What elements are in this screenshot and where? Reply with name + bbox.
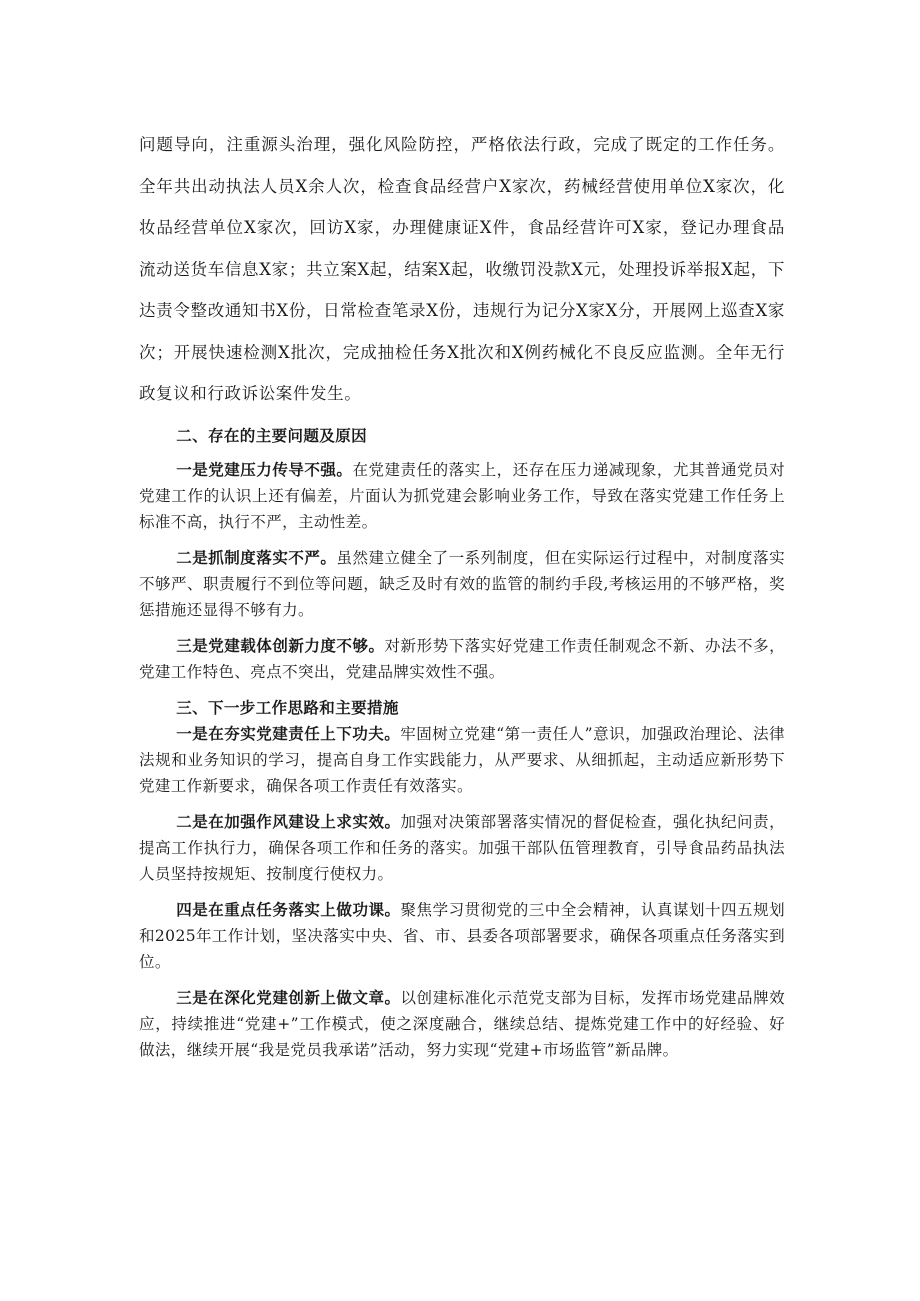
- problem-item-3-body: 对新形势下落实好党建工作责任制观念不新、办法不多，党建工作特色、亮点不突出，党建品牌实效性不强。: [139, 636, 785, 681]
- measure-item-3: [139, 897, 785, 975]
- measure-item-1: [139, 721, 785, 799]
- section-heading-problems: 二、存在的主要问题及原因: [176, 425, 367, 445]
- measure-item-2-lead: 二是在加强作风建设上求实效。: [176, 811, 401, 831]
- problem-item-2-lead: 二是抓制度落实不严。: [176, 547, 337, 567]
- problem-item-2-body: 虽然建立健全了一系列制度，但在实际运行过程中，对制度落实不够严、职责履行不到位等问题，缺乏及时有效的监管的制约手段,考核运用的不够严格，奖惩措施还显得不够有力。: [139, 548, 785, 619]
- problem-item-2: [139, 545, 785, 623]
- measure-item-2: [139, 809, 785, 887]
- problem-item-3-lead: 三是党建载体创新力度不够。: [176, 635, 385, 655]
- intro-paragraph: 问题导向，注重源头治理，强化风险防控，严格依法行政，完成了既定的工作任务。全年共出动执法人员X余人次，检查食品经营户X家次，药械经营使用单位X家次，化妆品经营单位X家次，回访X家，办理健康证X件，食品经营许可X家，登记办理食品流动送货车信息X家；共立案X起，结案X起，收缴罚没款X元，处理投诉举报X起，下达责令整改通知书X份，日常检查笔录X份，违规行为记分X家X分，开展网上巡查X家次；开展快速检测X批次，完成抽检任务X批次和X例药械化不良反应监测。全年无行政复议和行政诉讼案件发生。: [139, 135, 785, 403]
- measure-item-4-body: 以创建标准化示范党支部为目标，发挥市场党建品牌效应，持续推进“党建+”工作模式，使之深度融合，继续总结、提炼党建工作中的好经验、好做法，继续开展“我是党员我承诺”活动，努力实现“党建+市场监管”新品牌。: [139, 988, 785, 1059]
- section-heading-measures: 三、下一步工作思路和主要措施: [176, 697, 399, 717]
- measure-item-3-lead: 四是在重点任务落实上做功课。: [176, 899, 401, 919]
- problem-item-1-body: 在党建责任的落实上，还存在压力递减现象，尤其普通党员对党建工作的认识上还有偏差，片面认为抓党建会影响业务工作，导致在落实党建工作任务上标准不高，执行不严，主动性差。: [139, 460, 785, 531]
- document-body: [139, 124, 785, 1063]
- measure-item-4-lead: 三是在深化党建创新上做文章。: [176, 987, 401, 1007]
- measure-item-2-body: 加强对决策部署落实情况的督促检查，强化执纪问责，提高工作执行力，确保各项工作和任务的落实。加强干部队伍管理教育，引导食品药品执法人员坚持按规矩、按制度行使权力。: [139, 812, 785, 883]
- measure-item-1-body: 牢固树立党建“第一责任人”意识，加强政治理论、法律法规和业务知识的学习，提高自身工作实践能力，从严要求、从细抓起，主动适应新形势下党建工作新要求，确保各项工作责任有效落实。: [139, 724, 785, 795]
- problem-item-3: [139, 633, 785, 685]
- measure-item-1-lead: 一是在夯实党建责任上下功夫。: [176, 723, 401, 743]
- problem-item-1-lead: 一是党建压力传导不强。: [176, 459, 353, 479]
- problem-item-1: [139, 457, 785, 535]
- measure-item-3-body: 聚焦学习贯彻党的三中全会精神，认真谋划十四五规划和2025年工作计划，坚决落实中央、省、市、县委各项部署要求，确保各项重点任务落实到位。: [139, 900, 785, 971]
- measure-item-4: [139, 985, 785, 1063]
